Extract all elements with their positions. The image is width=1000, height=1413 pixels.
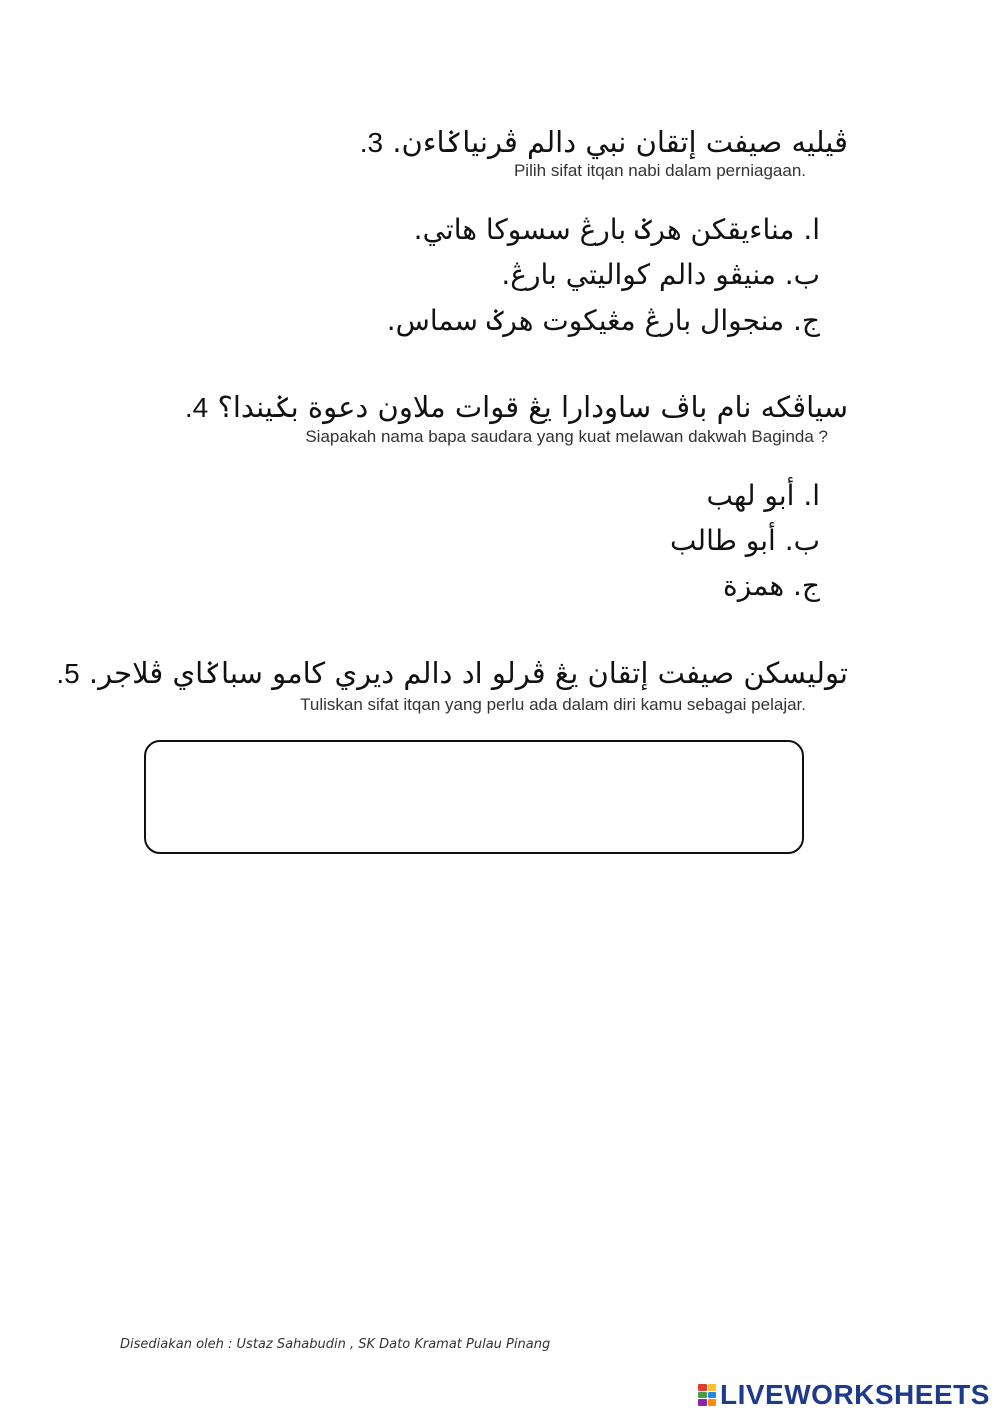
question-3-option-b[interactable]: ب. منيڤو دالم كواليتي بارڠ.	[501, 258, 820, 291]
question-5-title	[48, 653, 848, 694]
question-3-option-c[interactable]: ج. منجوال بارڠ مڠيكوت هرݢ سماس.	[386, 304, 820, 337]
question-3-title	[88, 122, 848, 163]
question-3-option-a[interactable]: ا. مناءيقكن هرݢ بارڠ سسوكا هاتي.	[413, 213, 820, 246]
question-5-answer-box[interactable]	[144, 740, 804, 854]
question-3-text: ڤيليه صيفت إتقان نبي دالم ڤرنياݢاءن.	[392, 125, 848, 159]
question-5-number: 5.	[56, 658, 80, 689]
question-3-translation: Pilih sifat itqan nabi dalam perniagaan.	[513, 161, 806, 180]
question-4-option-b[interactable]: ب. أبو طالب	[670, 524, 820, 557]
question-4-translation: Siapakah nama bapa saudara yang kuat melawan dakwah Baginda ?	[305, 427, 828, 446]
question-4-option-a[interactable]: ا. أبو لهب	[706, 479, 820, 512]
question-5-text: توليسكن صيفت إتقان يڠ ڤرلو اد دالم ديري كامو سباݢاي ڤلاجر.	[88, 656, 848, 690]
question-4-title	[88, 387, 848, 428]
liveworksheets-brand	[698, 1380, 990, 1410]
question-4-number: 4.	[184, 392, 209, 423]
question-5-translation: Tuliskan sifat itqan yang perlu ada dalam diri kamu sebagai pelajar.	[300, 695, 806, 714]
liveworksheets-logo-icon	[698, 1384, 716, 1406]
question-3-number: 3.	[359, 127, 384, 158]
footer-credit: Disediakan oleh : Ustaz Sahabudin , SK Dato Kramat Pulau Pinang	[120, 1337, 551, 1352]
liveworksheets-wordmark: LIVEWORKSHEETS	[720, 1379, 990, 1410]
question-4-option-c[interactable]: ج. همزة	[723, 569, 820, 602]
question-4-text: سياڤكه نام باڤ ساودارا يڠ قوات ملاون دعوة بݢيندا؟	[217, 390, 848, 424]
